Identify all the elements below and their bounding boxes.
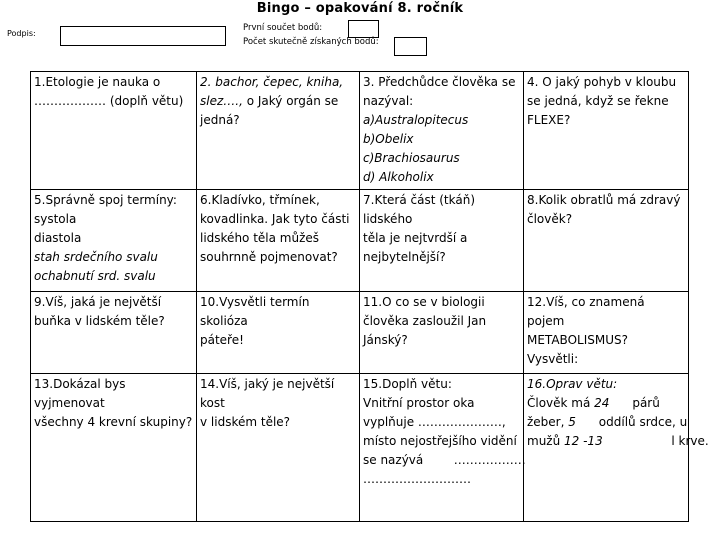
bingo-cell-16: 16.Oprav větu: Člověk má 24 párů žeber, 5 oddílů srdce, u mužů 12 -13 l krve. — [524, 374, 689, 522]
first-score-label: První součet bodů: — [243, 23, 323, 33]
bingo-cell-3: 3. Předchůdce člověka se nazýval: a)Australopitecus b)Obelix c)Brachiosaurus d) Alkoholix — [360, 72, 524, 190]
bingo-cell-2: 2. bachor, čepec, kniha, slez…., o Jaký orgán se jedná? — [197, 72, 360, 190]
bingo-cell-13: 13.Dokázal bys vyjmenovat všechny 4 krevní skupiny? — [31, 374, 197, 522]
bingo-cell-15: 15.Doplň větu: Vnitřní prostor oka vyplňuje …………………, místo nejostřejšího vidění se nazývá ……………… ……………………… — [360, 374, 524, 522]
actual-score-label: Počet skutečně získaných bodů: — [243, 37, 379, 47]
actual-score-field[interactable] — [394, 37, 427, 56]
bingo-cell-11: 11.O co se v biologii člověka zasloužil Jan Jánský? — [360, 292, 524, 374]
bingo-cell-10: 10.Vysvětli termín skolióza páteře! — [197, 292, 360, 374]
bingo-cell-4: 4. O jaký pohyb v kloubu se jedná, když se řekne FLEXE? — [524, 72, 689, 190]
bingo-grid — [30, 71, 709, 522]
bingo-cell-7: 7.Která část (tkáň) lidského těla je nejtvrdší a nejbytelnější? — [360, 190, 524, 292]
grid-row — [31, 292, 689, 374]
signature-field[interactable] — [60, 26, 226, 46]
bingo-cell-8: 8.Kolik obratlů má zdravý člověk? — [524, 190, 689, 292]
grid-row — [31, 72, 689, 190]
bingo-cell-9: 9.Víš, jaká je největší buňka v lidském těle? — [31, 292, 197, 374]
bingo-cell-5: 5.Správně spoj termíny: systola diastola stah srdečního svalu ochabnutí srd. svalu — [31, 190, 197, 292]
bingo-cell-12: 12.Víš, co znamená pojem METABOLISMUS? Vysvětli: — [524, 292, 689, 374]
bingo-cell-1: 1.Etologie je nauka o ……………… (doplň větu) — [31, 72, 197, 190]
grid-row — [31, 374, 689, 522]
page-title: Bingo – opakování 8. ročník — [256, 1, 464, 16]
bingo-cell-14: 14.Víš, jaký je největší kost v lidském těle? — [197, 374, 360, 522]
signature-label: Podpis: — [7, 29, 36, 38]
first-score-field[interactable] — [348, 20, 379, 38]
grid-row — [31, 190, 689, 292]
bingo-cell-6: 6.Kladívko, třmínek, kovadlinka. Jak tyto části lidského těla můžeš souhrnně pojmenovat? — [197, 190, 360, 292]
